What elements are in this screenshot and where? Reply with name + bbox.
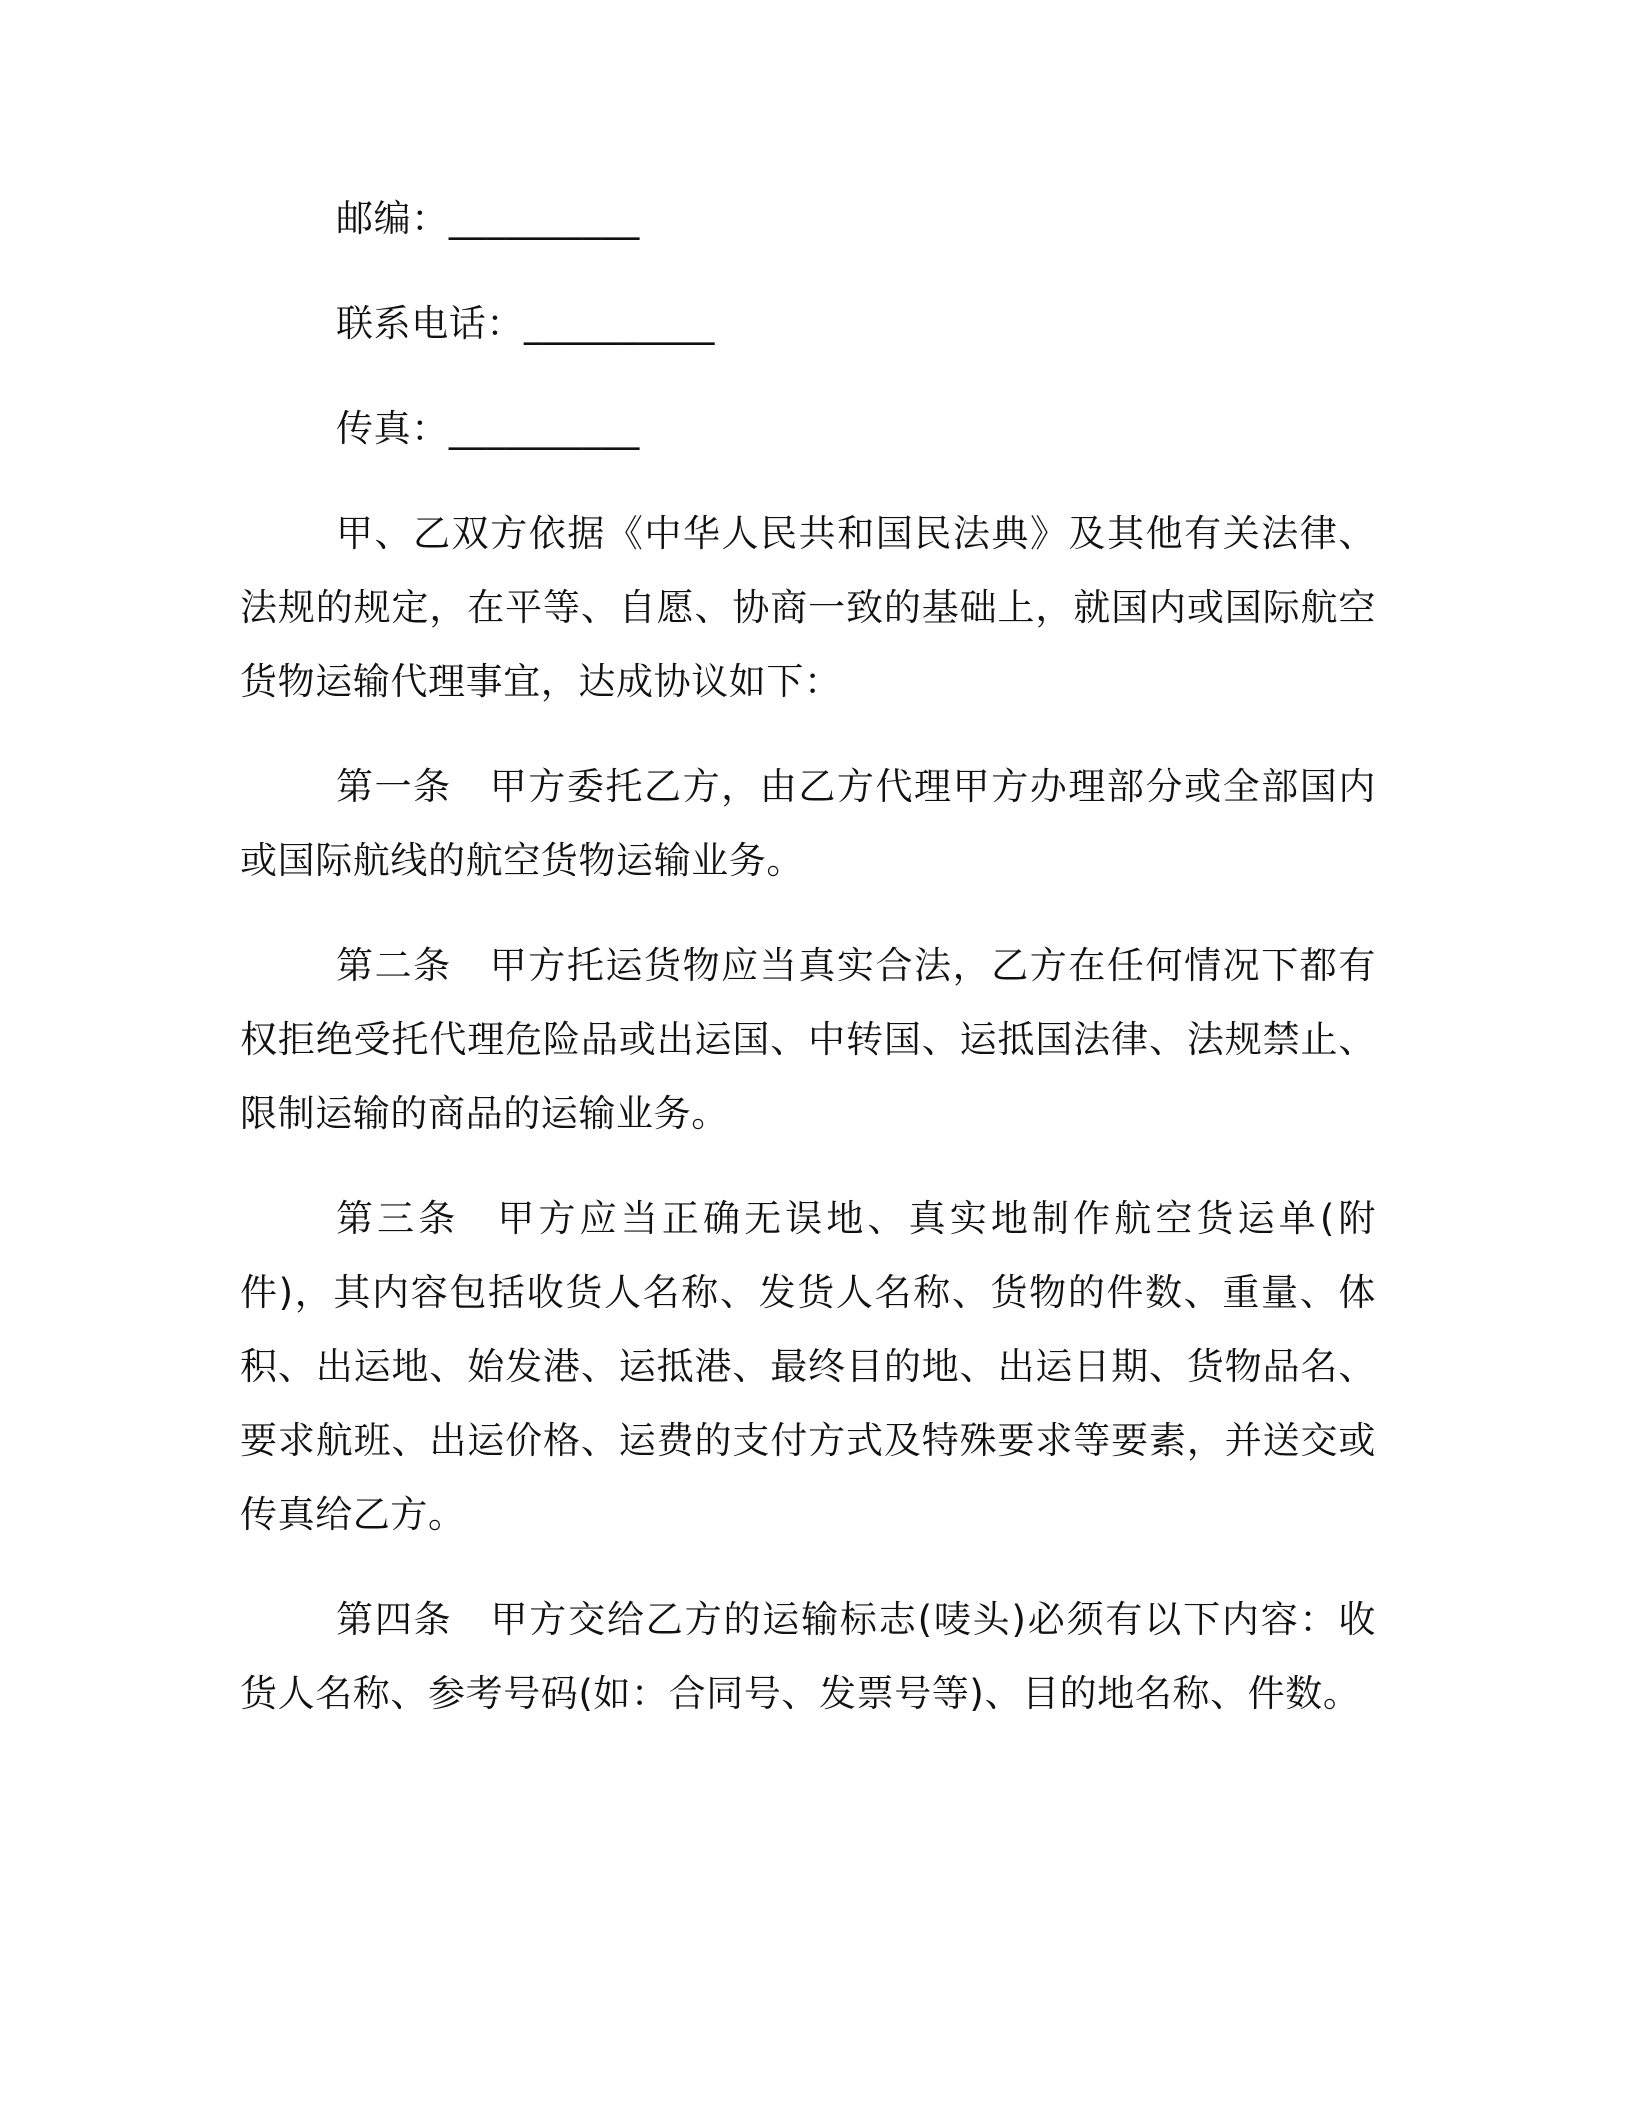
- phone-label: 联系电话：: [336, 302, 524, 345]
- phone-blank: __________: [524, 302, 715, 345]
- phone-field: [240, 287, 1376, 361]
- postcode-label: 邮编：: [336, 197, 449, 240]
- article-3-text: 甲方应当正确无误地、真实地制作航空货运单(附件)，其内容包括收货人名称、发货人名称、货物的件数、重量、体积、出运地、始发港、运抵港、最终目的地、出运日期、货物品名、要求航班、出运价格、运费的支付方式及特殊要求等要素，并送交或传真给乙方。: [240, 1197, 1376, 1536]
- fax-blank: __________: [448, 407, 640, 450]
- article-4-label: 第四条: [336, 1598, 453, 1641]
- postcode-field: [240, 182, 1376, 256]
- article-2-label: 第二条: [336, 944, 452, 987]
- fax-label: 传真：: [336, 407, 449, 450]
- article-3: [240, 1182, 1376, 1552]
- document-body: [240, 182, 1376, 1762]
- article-4: [240, 1583, 1376, 1731]
- article-2-text: 甲方托运货物应当真实合法，乙方在任何情况下都有权拒绝受托代理危险品或出运国、中转国、运抵国法律、法规禁止、限制运输的商品的运输业务。: [240, 944, 1376, 1135]
- article-1-label: 第一条: [336, 765, 452, 808]
- article-4-text: 甲方交给乙方的运输标志(唛头)必须有以下内容：收货人名称、参考号码(如：合同号、发票号等)、目的地名称、件数。: [240, 1598, 1376, 1715]
- fax-field: [240, 392, 1376, 466]
- article-3-label: 第三条: [336, 1197, 460, 1240]
- article-2: [240, 929, 1376, 1151]
- article-1-text: 甲方委托乙方，由乙方代理甲方办理部分或全部国内或国际航线的航空货物运输业务。: [240, 765, 1376, 882]
- postcode-blank: __________: [448, 197, 640, 240]
- article-1: [240, 750, 1376, 898]
- preamble-paragraph: 甲、乙双方依据《中华人民共和国民法典》及其他有关法律、法规的规定，在平等、自愿、协商一致的基础上，就国内或国际航空货物运输代理事宜，达成协议如下：: [240, 512, 1376, 703]
